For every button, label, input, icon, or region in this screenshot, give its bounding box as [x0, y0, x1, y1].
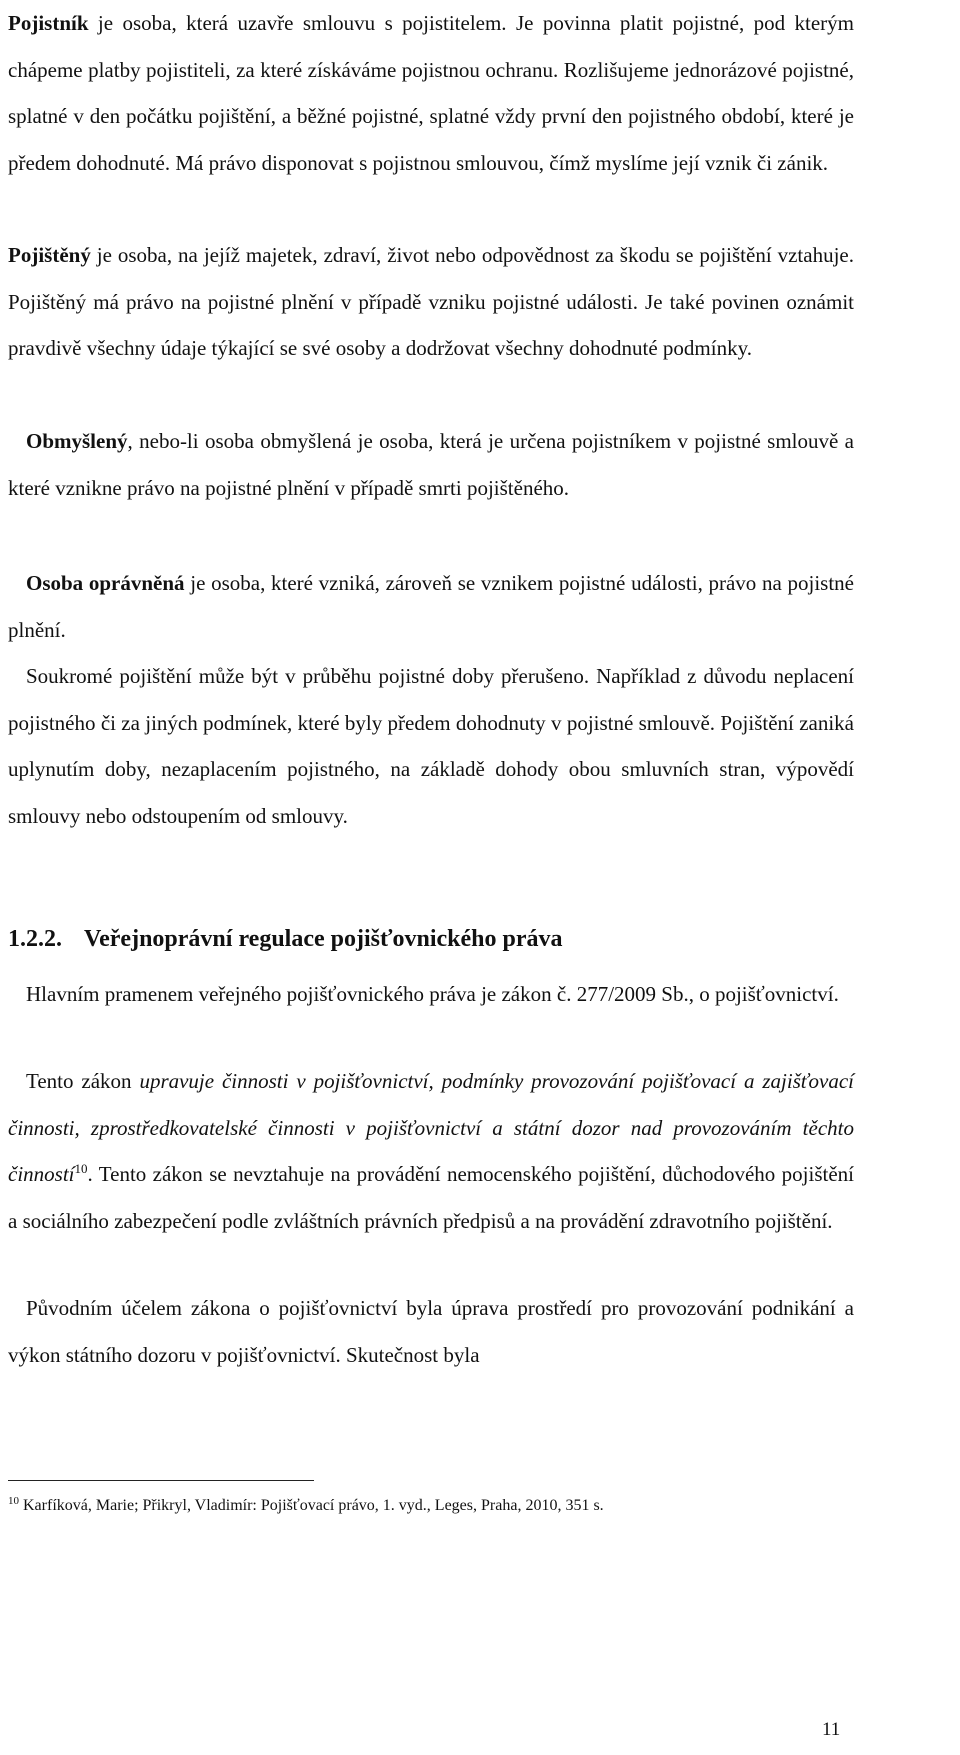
- section-number: 1.2.2.: [8, 926, 62, 952]
- paragraph-puvodni-ucel: [8, 1285, 854, 1378]
- paragraph-osoba-opravnena: [8, 560, 854, 653]
- footnote-reference[interactable]: 10: [74, 1161, 88, 1176]
- paragraph-text: Hlavním pramenem veřejného pojišťovnického práva je zákon č. 277/2009 Sb., o pojišťovnictví.: [26, 982, 839, 1006]
- paragraph-text: Soukromé pojištění může být v průběhu pojistné doby přerušeno. Například z důvodu neplacení pojistného či za jiných podmínek, které byly předem dohodnuty v pojistné smlouvě. Pojištění zaniká uplynutím doby, nezaplacením pojistného, na základě dohody obou smluvních stran, výpovědí smlouvy nebo odstoupením od smlouvy.: [8, 664, 854, 828]
- paragraph-tento-zakon: [8, 1058, 854, 1244]
- paragraph-text: je osoba, která uzavře smlouvu s pojistitelem. Je povinna platit pojistné, pod kterým chápeme platby pojistiteli, za které získáváme pojistnou ochranu. Rozlišujeme jednorázové pojistné, splatné v den počátku pojištění, a běžné pojistné, splatné vždy první den pojistného období, které je předem dohodnuté. Má právo disponovat s pojistnou smlouvou, čímž myslíme její vznik či zánik.: [8, 11, 854, 175]
- section-heading: [8, 926, 563, 953]
- footnote: [8, 1496, 604, 1516]
- paragraph-obmysleny: [8, 418, 854, 511]
- term-pojisteny: Pojištěný: [8, 243, 91, 267]
- paragraph-text: . Tento zákon se nevztahuje na provádění nemocenského pojištění, důchodového pojištění a sociálního zabezpečení podle zvláštních právních předpisů a na provádění zdravotního pojištění.: [8, 1162, 854, 1233]
- footnote-text: Karfíková, Marie; Přikryl, Vladimír: Pojišťovací právo, 1. vyd., Leges, Praha, 2010, 351 s.: [19, 1497, 604, 1514]
- term-osoba-opravnena: Osoba oprávněná: [26, 571, 185, 595]
- paragraph-italic-quote: upravuje činnosti v pojišťovnictví, podmínky provozování pojišťovací a zajišťovací činnosti, zprostředkovatelské činnosti v pojišťovnictví a státní dozor nad provozováním těchto činností: [8, 1069, 854, 1186]
- page-number: 11: [822, 1719, 841, 1740]
- paragraph-lead: Tento zákon: [26, 1069, 140, 1093]
- paragraph-soukrome-pojisteni: [8, 653, 854, 839]
- paragraph-pojisteny: [8, 232, 854, 372]
- term-obmysleny: Obmyšlený: [26, 429, 128, 453]
- paragraph-text: , nebo-li osoba obmyšlená je osoba, která je určena pojistníkem v pojistné smlouvě a které vznikne právo na pojistné plnění v případě smrti pojištěného.: [8, 429, 854, 500]
- paragraph-hlavni-pramen: [8, 971, 839, 1018]
- paragraph-text: Původním účelem zákona o pojišťovnictví byla úprava prostředí pro provozování podnikání a výkon státního dozoru v pojišťovnictví. Skutečnost byla: [8, 1296, 854, 1367]
- paragraph-pojistnik: [8, 0, 854, 186]
- footnote-separator: [8, 1480, 314, 1481]
- term-pojistnik: Pojistník: [8, 11, 89, 35]
- paragraph-text: je osoba, na jejíž majetek, zdraví, život nebo odpovědnost za škodu se pojištění vztahuje. Pojištěný má právo na pojistné plnění v případě vzniku pojistné události. Je také povinen oznámit pravdivě všechny údaje týkající se své osoby a dodržovat všechny dohodnuté podmínky.: [8, 243, 854, 360]
- section-title: Veřejnoprávní regulace pojišťovnického práva: [84, 926, 563, 952]
- footnote-number: 10: [8, 1495, 19, 1507]
- paragraph-text: je osoba, které vzniká, zároveň se vznikem pojistné události, právo na pojistné plnění.: [8, 571, 854, 642]
